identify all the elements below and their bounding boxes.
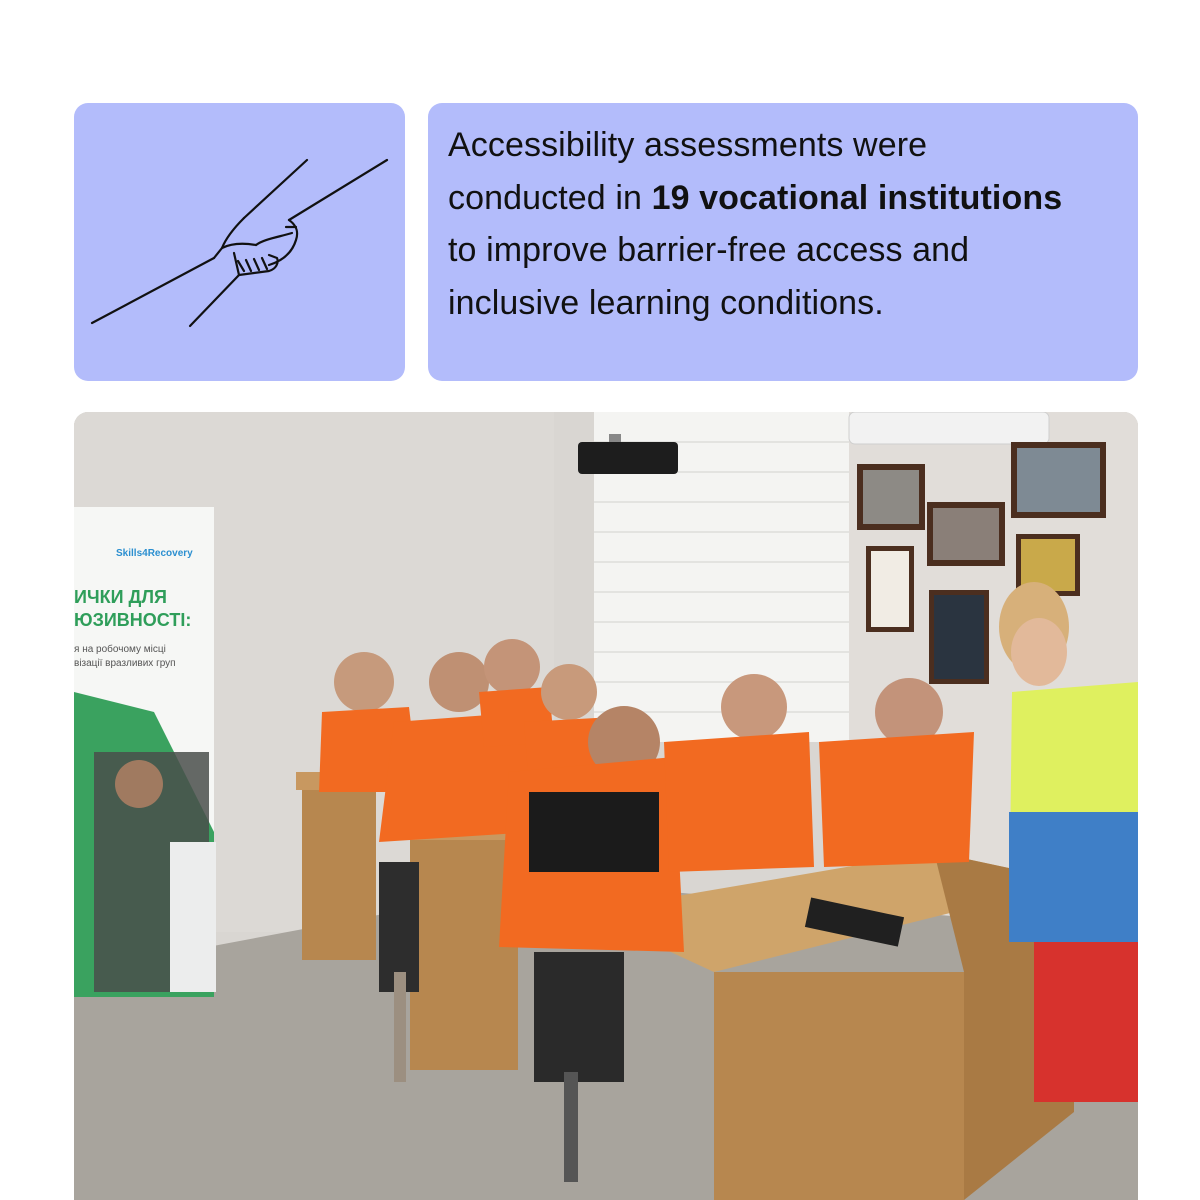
text-card — [428, 103, 1138, 381]
classroom-photo — [74, 412, 1138, 1200]
banner-line2: ЮЗИВНОСТІ: — [74, 610, 192, 630]
banner-line3: я на робочому місці — [74, 644, 166, 655]
accessibility-statement — [448, 119, 1088, 329]
banner-line1: ИЧКИ ДЛЯ — [74, 587, 167, 607]
classroom-scene — [74, 412, 1138, 1200]
banner-brand: Skills4Recovery — [116, 548, 193, 559]
icon-card — [74, 103, 405, 381]
statement-suffix: to improve barrier-free access and inclusive learning conditions. — [448, 231, 970, 322]
banner-line4: візації вразливих груп — [74, 658, 176, 669]
statement-highlight: 19 vocational institutions — [651, 178, 1063, 217]
statement-prefix: Accessibility assessments were conducted in — [448, 126, 928, 217]
helping-hands-icon — [74, 103, 405, 381]
